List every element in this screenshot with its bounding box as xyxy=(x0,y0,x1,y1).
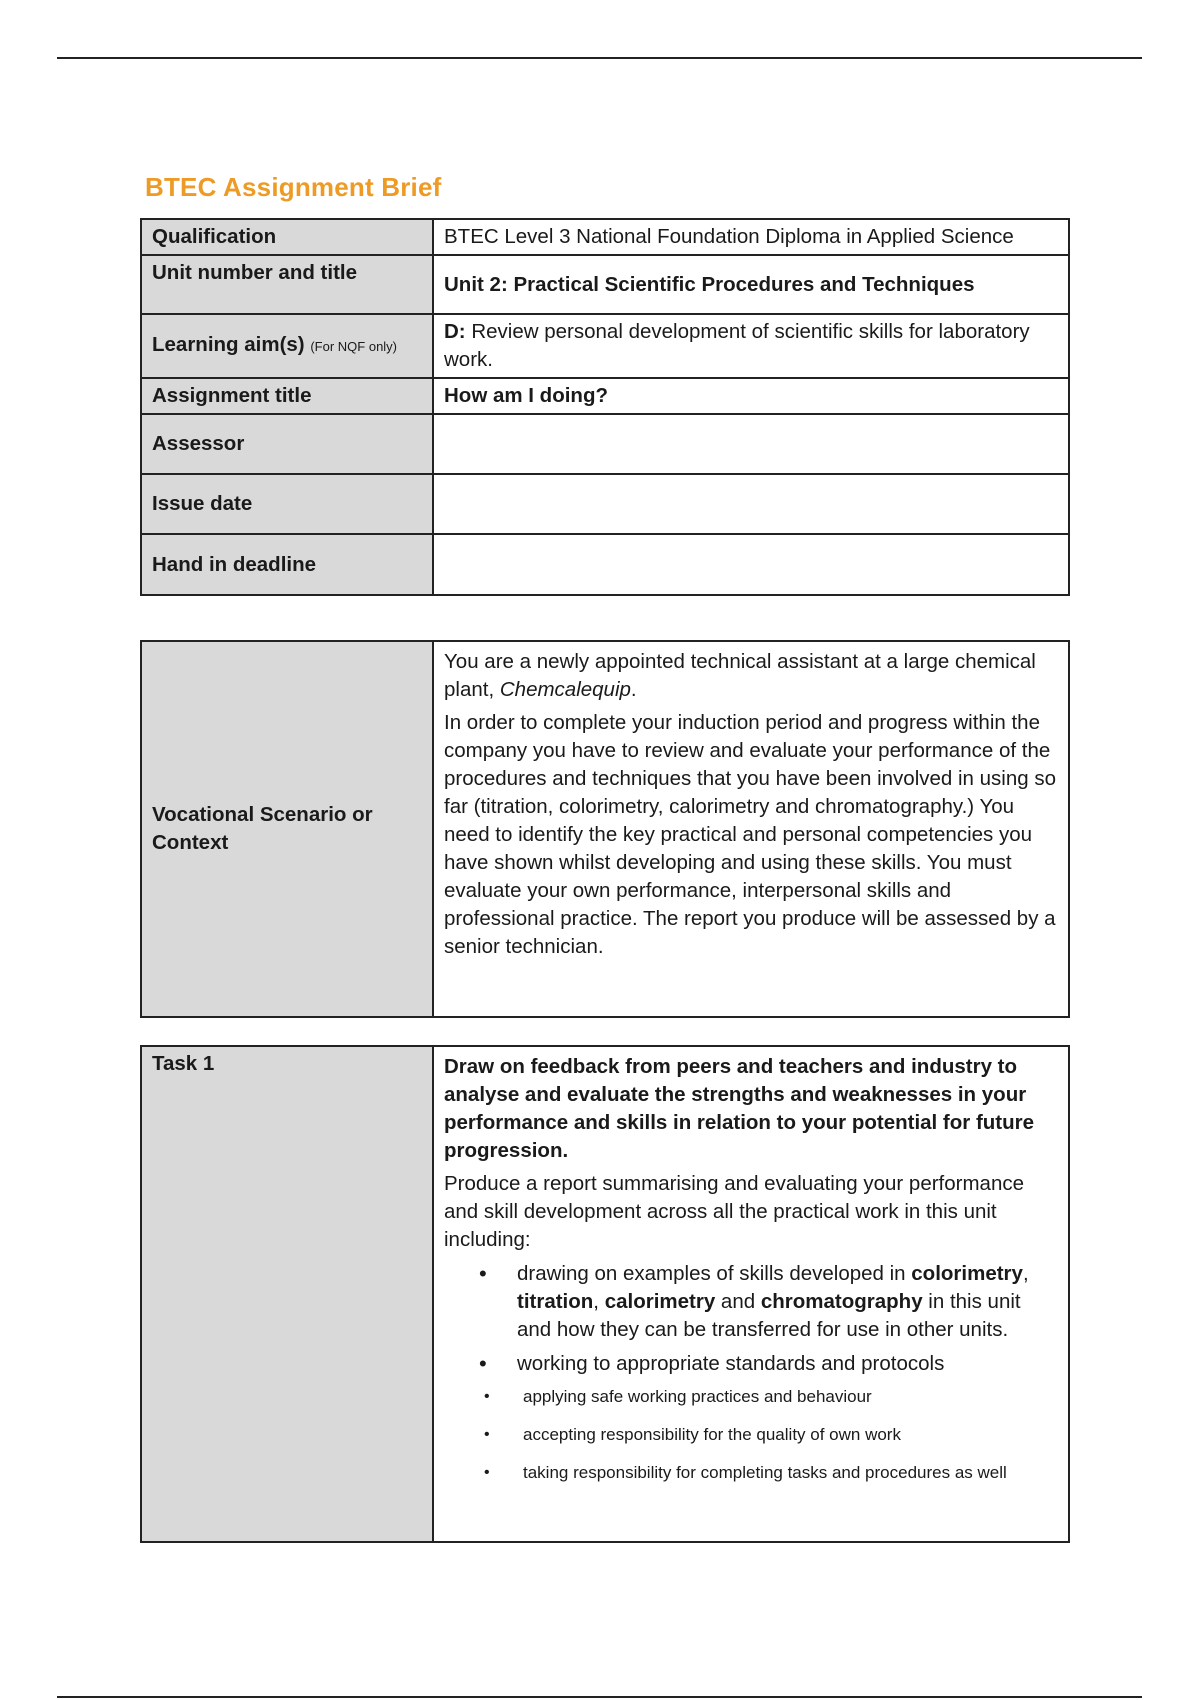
scenario-table xyxy=(140,640,1070,1018)
scenario-paragraph-1 xyxy=(444,648,1058,704)
term-calorimetry: calorimetry xyxy=(604,1290,716,1313)
learning-aim-value xyxy=(433,314,1069,378)
scenario-p1-text: You are a newly appointed technical assistant at a large chemical plant, xyxy=(444,650,1036,701)
deadline-value xyxy=(433,534,1069,595)
company-name: Chemcalequip xyxy=(499,678,631,701)
assignment-title-label: Assignment title xyxy=(141,378,433,414)
unit-value: Unit 2: Practical Scientific Procedures and Techniques xyxy=(433,255,1069,314)
sub-bullet-item: • accepting responsibility for the quality of own work xyxy=(523,1422,1058,1460)
sep: and xyxy=(715,1290,761,1313)
bullet-text: drawing on examples of skills developed in xyxy=(517,1262,912,1285)
task-label: Task 1 xyxy=(141,1046,433,1542)
learning-aim-note: (For NQF only) xyxy=(310,339,398,354)
task-intro: Produce a report summarising and evaluating your performance and skill development across all the practical work in this unit including: xyxy=(444,1172,1024,1251)
sep: , xyxy=(593,1290,605,1313)
scenario-p1-end: . xyxy=(630,678,637,701)
task-bullet-skills xyxy=(517,1260,1058,1344)
term-colorimetry: colorimetry xyxy=(911,1262,1023,1285)
footer-rule xyxy=(57,1696,1142,1698)
sub-bullet-item: • taking responsibility for completing tasks and procedures as well xyxy=(523,1460,1058,1498)
assessor-value xyxy=(433,414,1069,474)
page-title: BTEC Assignment Brief xyxy=(145,172,442,202)
learning-aim-prefix: D: xyxy=(444,320,466,343)
deadline-label: Hand in deadline xyxy=(141,534,433,595)
header-rule xyxy=(57,57,1142,59)
bullet-text: in this unit and how they can be transferred for use in other units. xyxy=(517,1290,1021,1341)
term-titration: titration xyxy=(517,1290,594,1313)
learning-aim-label-text: Learning aim(s) xyxy=(152,333,305,356)
scenario-content xyxy=(433,641,1069,1017)
term-chromatography: chromatography xyxy=(760,1290,923,1313)
task-bullets xyxy=(444,1260,1058,1378)
task-table xyxy=(140,1045,1070,1543)
sub-bullet-item: • applying safe working practices and behaviour xyxy=(523,1384,1058,1422)
qualification-label: Qualification xyxy=(141,219,433,255)
task-bullet-standards: • working to appropriate standards and protocols xyxy=(517,1350,1058,1378)
learning-aim-text: Review personal development of scientific skills for laboratory work. xyxy=(444,320,1030,371)
task-content xyxy=(433,1046,1069,1542)
task-sub-bullets xyxy=(444,1384,1058,1498)
details-table xyxy=(140,218,1070,596)
issue-date-value xyxy=(433,474,1069,534)
assessor-label: Assessor xyxy=(141,414,433,474)
unit-label: Unit number and title xyxy=(141,255,433,314)
issue-date-label: Issue date xyxy=(141,474,433,534)
scenario-paragraph-2: In order to complete your induction period and progress within the company you have to review and evaluate your performance of the procedures and techniques that you have been involved in using so far (titration, colorimetry, calorimetry and chromatography.) You need to identify the key practical and personal competencies you have shown whilst developing and using these skills. You must evaluate your own performance, interpersonal skills and professional practice. The report you produce will be assessed by a senior technician. xyxy=(444,711,1057,958)
sep: , xyxy=(1022,1262,1029,1285)
qualification-value: BTEC Level 3 National Foundation Diploma in Applied Science xyxy=(433,219,1069,255)
assignment-title-value: How am I doing? xyxy=(433,378,1069,414)
learning-aim-label xyxy=(141,314,433,378)
task-heading: Draw on feedback from peers and teachers and industry to analyse and evaluate the strengths and weaknesses in your performance and skills in relation to your potential for future progression. xyxy=(444,1055,1035,1162)
scenario-label: Vocational Scenario or Context xyxy=(141,641,433,1017)
